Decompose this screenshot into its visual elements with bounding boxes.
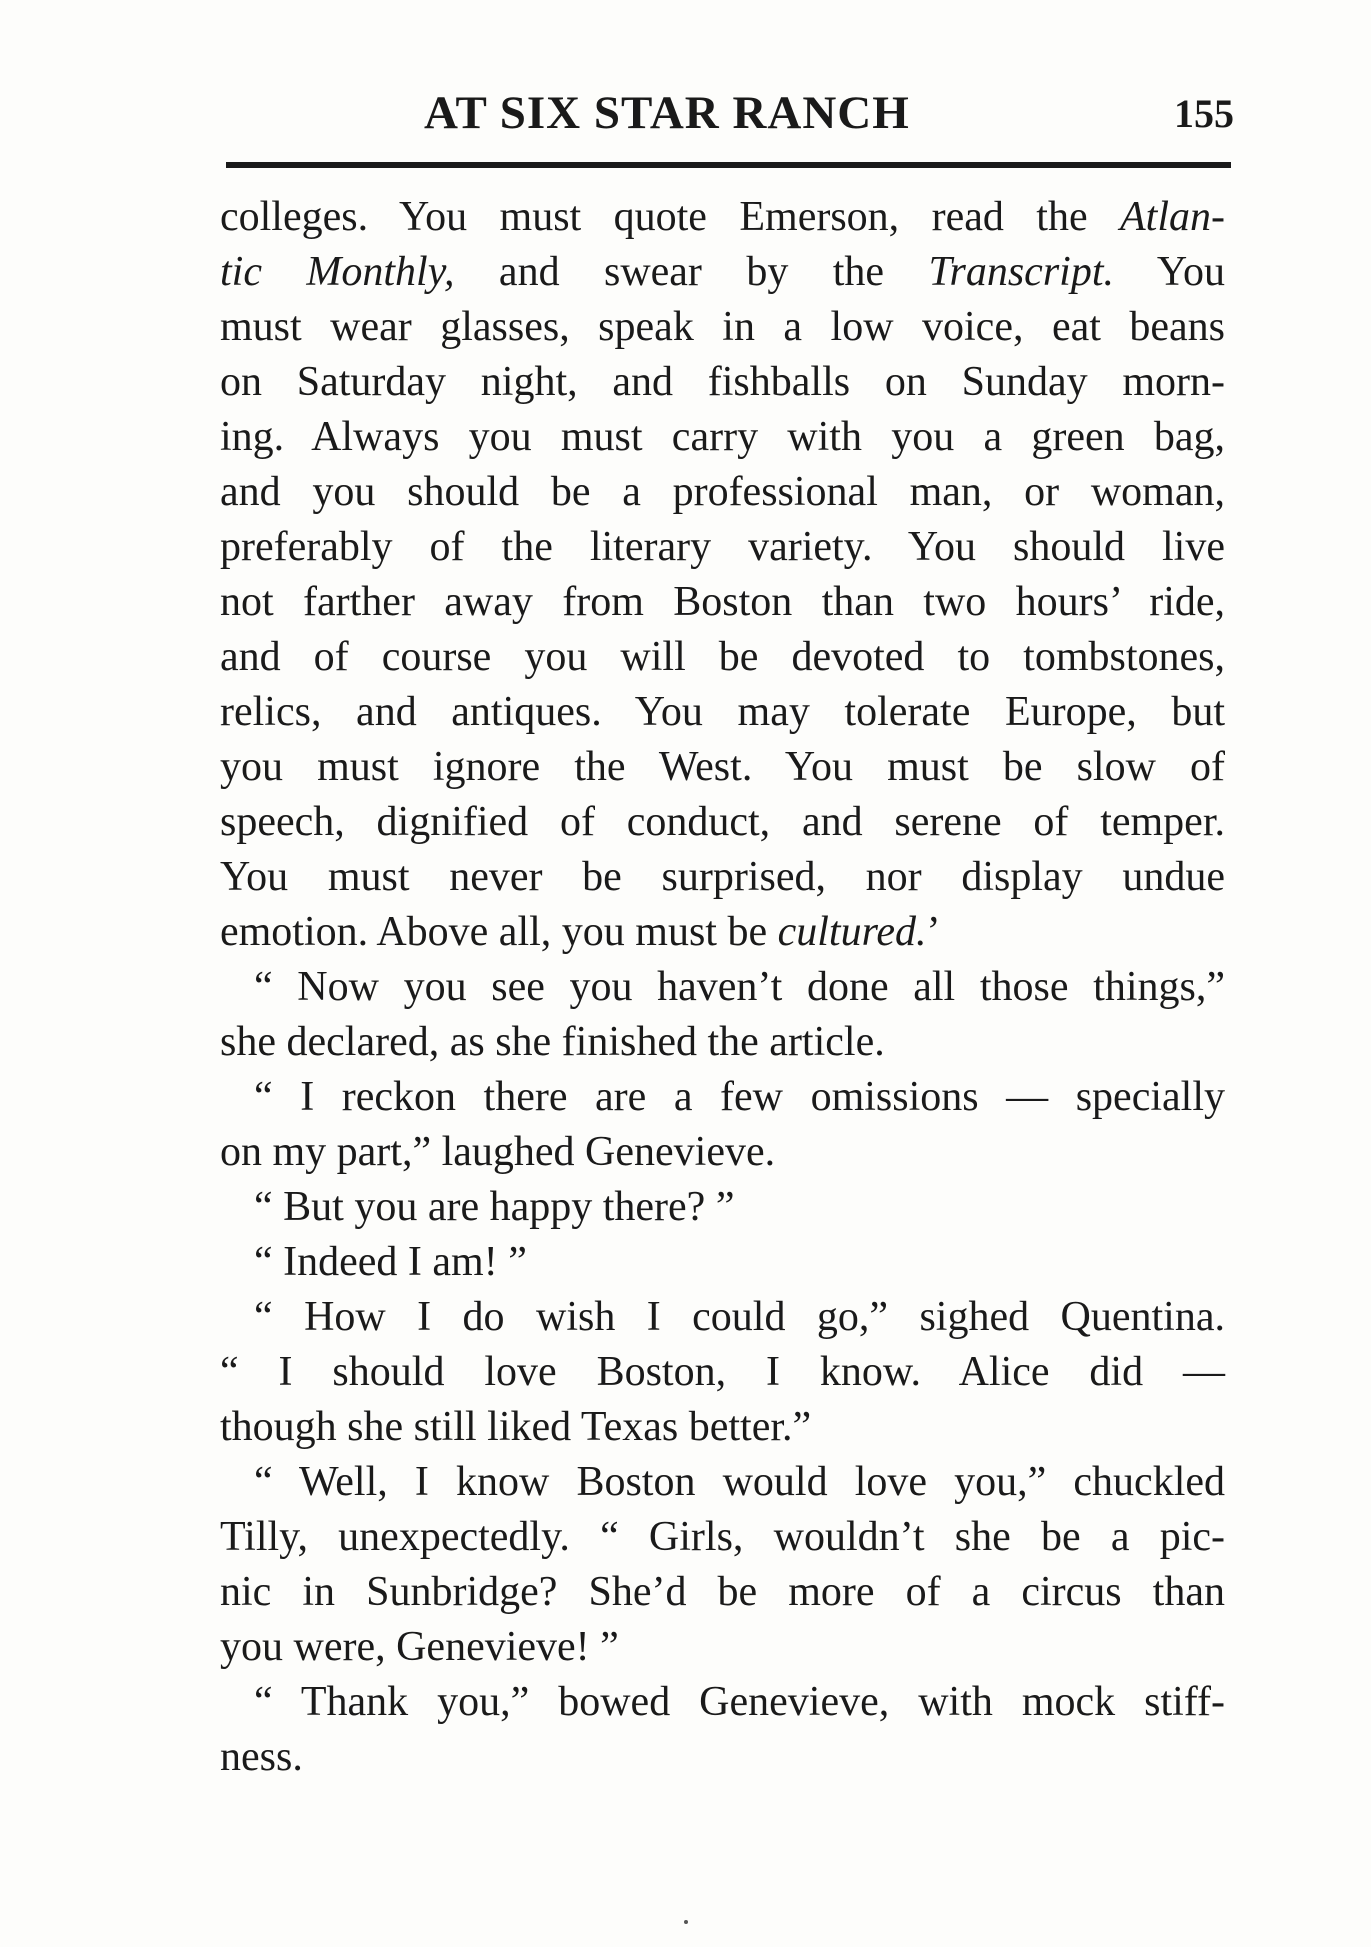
text-line (220, 905, 1225, 960)
text-run: you were, Genevieve! ” (220, 1624, 619, 1670)
text-run: on my part,” laughed Genevieve. (220, 1129, 776, 1175)
text-line (220, 1730, 1225, 1785)
text-line (220, 1180, 1225, 1235)
text-line (220, 685, 1225, 740)
text-line (220, 850, 1225, 905)
text-run: ing. Always you must carry with you a green bag, (220, 414, 1225, 460)
text-line (220, 410, 1225, 465)
text-run: emotion. Above all, you must be (220, 909, 778, 955)
text-run: ’ (926, 909, 941, 955)
text-line (220, 1565, 1225, 1620)
italic-text: Atlan- (1120, 194, 1225, 240)
text-run: “ How I do wish I could go,” sighed Quentina. (254, 1294, 1225, 1340)
text-line (220, 1015, 1225, 1070)
text-run: and of course you will be devoted to tombstones, (220, 634, 1225, 680)
text-run: relics, and antiques. You may tolerate Europe, but (220, 689, 1225, 735)
text-run: not farther away from Boston than two hours’ ride, (220, 579, 1225, 625)
text-line (220, 1620, 1225, 1675)
text-run: ness. (220, 1734, 303, 1780)
text-line (220, 960, 1225, 1015)
text-run: “ I reckon there are a few omissions — specially (254, 1074, 1225, 1120)
text-run: You (1114, 249, 1225, 295)
text-line (220, 740, 1225, 795)
text-line (220, 1235, 1225, 1290)
text-run: and swear by the (454, 249, 929, 295)
text-line (220, 245, 1225, 300)
text-run: Tilly, unexpectedly. “ Girls, wouldn’t she be a pic- (220, 1514, 1225, 1560)
text-run: “ But you are happy there? ” (254, 1184, 735, 1230)
text-line (220, 1345, 1225, 1400)
text-line (220, 520, 1225, 575)
text-run: nic in Sunbridge? She’d be more of a circus than (220, 1569, 1225, 1615)
text-run: preferably of the literary variety. You should live (220, 524, 1225, 570)
italic-text: cultured. (777, 909, 927, 955)
text-run: “ Now you see you haven’t done all those things,” (254, 964, 1225, 1010)
text-run: must wear glasses, speak in a low voice, eat beans (220, 304, 1225, 350)
text-line (220, 1290, 1225, 1345)
text-line (220, 465, 1225, 520)
text-line (220, 1455, 1225, 1510)
text-run: though she still liked Texas better.” (220, 1404, 812, 1450)
page-header (224, 86, 1234, 156)
text-run: speech, dignified of conduct, and serene of temper. (220, 799, 1225, 845)
print-speck (684, 1920, 688, 1924)
text-line (220, 1125, 1225, 1180)
text-run: and you should be a professional man, or woman, (220, 469, 1225, 515)
text-line (220, 575, 1225, 630)
text-run: she declared, as she finished the article. (220, 1019, 885, 1065)
text-line (220, 1070, 1225, 1125)
text-line (220, 1510, 1225, 1565)
text-run: on Saturday night, and fishballs on Sunday morn- (220, 359, 1225, 405)
text-line (220, 795, 1225, 850)
header-rule (226, 162, 1231, 168)
text-run: “ Indeed I am! ” (254, 1239, 527, 1285)
text-line (220, 190, 1225, 245)
text-run: colleges. You must quote Emerson, read the (220, 194, 1121, 240)
text-run: “ I should love Boston, I know. Alice did — (220, 1349, 1225, 1395)
text-line (220, 1400, 1225, 1455)
text-run: “ Thank you,” bowed Genevieve, with mock stiff- (254, 1679, 1225, 1725)
body-text (220, 190, 1225, 1785)
text-line (220, 300, 1225, 355)
text-line (220, 355, 1225, 410)
text-run: “ Well, I know Boston would love you,” chuckled (254, 1459, 1225, 1505)
text-run: you must ignore the West. You must be slow of (220, 744, 1225, 790)
italic-text: Transcript. (928, 249, 1115, 295)
page-number: 155 (1174, 91, 1234, 136)
running-title: AT SIX STAR RANCH (424, 87, 910, 139)
text-run: You must never be surprised, nor display undue (220, 854, 1225, 900)
italic-text: tic Monthly, (220, 249, 455, 295)
text-line (220, 630, 1225, 685)
text-line (220, 1675, 1225, 1730)
